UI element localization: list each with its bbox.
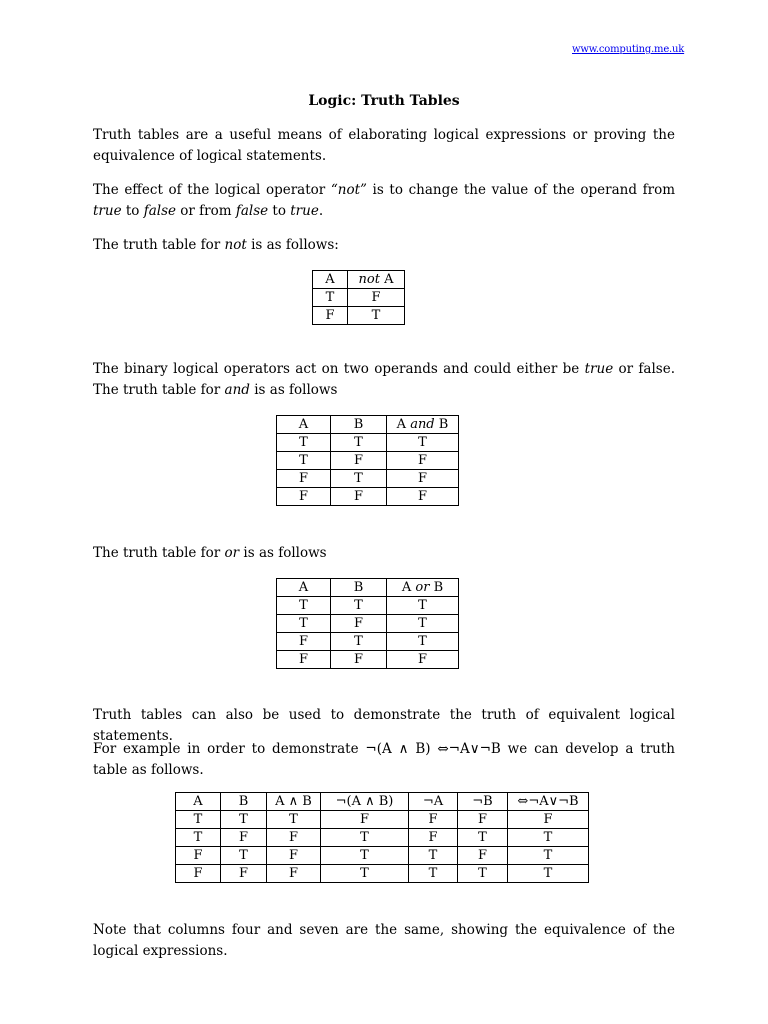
equivalence-truth-table bbox=[175, 792, 589, 883]
table-cell: F bbox=[387, 470, 459, 488]
table-cell: T bbox=[321, 829, 409, 847]
table-cell: F bbox=[277, 488, 331, 506]
and-truth-table bbox=[276, 415, 459, 506]
table-cell: F bbox=[267, 847, 321, 865]
table-row bbox=[313, 307, 405, 325]
text-span: For example in order to demonstrate bbox=[93, 741, 366, 757]
not-operator-paragraph bbox=[93, 180, 675, 222]
text-span: not bbox=[224, 237, 247, 253]
text-span: or bbox=[224, 545, 240, 561]
table-cell: T bbox=[387, 615, 459, 633]
table-row bbox=[277, 651, 459, 669]
table-cell: T bbox=[176, 811, 221, 829]
table-cell: T bbox=[331, 470, 387, 488]
table-header-row bbox=[277, 416, 459, 434]
table-cell: T bbox=[221, 811, 267, 829]
text-span: is to change the value of the operand from bbox=[366, 182, 676, 198]
table-header-row bbox=[313, 271, 405, 289]
table-cell: F bbox=[508, 811, 589, 829]
table-row bbox=[313, 289, 405, 307]
table-cell: F bbox=[331, 651, 387, 669]
header-cell: A bbox=[313, 271, 348, 289]
and-keyword: and bbox=[410, 417, 435, 432]
table-cell: F bbox=[176, 865, 221, 883]
table-cell: F bbox=[331, 452, 387, 470]
header-cell: B bbox=[331, 579, 387, 597]
text-span: true bbox=[584, 361, 614, 377]
table-cell: F bbox=[321, 811, 409, 829]
header-cell: not A bbox=[348, 271, 405, 289]
table-cell: F bbox=[221, 829, 267, 847]
header-cell: ¬(A ∧ B) bbox=[321, 793, 409, 811]
header-cell: A and B bbox=[387, 416, 459, 434]
table-cell: F bbox=[221, 865, 267, 883]
text-span: we can develop a truth table as follows. bbox=[93, 741, 675, 778]
or-truth-table bbox=[276, 578, 459, 669]
text-span: false bbox=[235, 203, 269, 219]
table-cell: F bbox=[387, 452, 459, 470]
table-cell: F bbox=[331, 488, 387, 506]
table-cell: F bbox=[409, 811, 458, 829]
page-title: Logic: Truth Tables bbox=[308, 93, 460, 109]
text-span: “not” bbox=[330, 182, 367, 198]
equivalence-intro-paragraph: Truth tables can also be used to demonstrate the truth of equivalent logical statements. bbox=[93, 707, 675, 744]
table-cell: F bbox=[277, 651, 331, 669]
table-cell: T bbox=[321, 847, 409, 865]
table-cell: T bbox=[331, 597, 387, 615]
not-truth-table bbox=[312, 270, 405, 325]
table-cell: T bbox=[387, 597, 459, 615]
text-span: is as follows: bbox=[246, 237, 339, 253]
table-cell: T bbox=[331, 434, 387, 452]
table-cell: T bbox=[277, 597, 331, 615]
table-cell: F bbox=[409, 829, 458, 847]
text-span: is as follows bbox=[239, 545, 327, 561]
text-span: The effect of the logical operator bbox=[93, 182, 331, 198]
table-cell: T bbox=[387, 633, 459, 651]
table-cell: T bbox=[321, 865, 409, 883]
text-span: The truth table for bbox=[93, 237, 225, 253]
header-cell: A bbox=[277, 579, 331, 597]
table-row bbox=[277, 597, 459, 615]
table-row bbox=[176, 829, 589, 847]
table-cell: T bbox=[348, 307, 405, 325]
table-row bbox=[277, 488, 459, 506]
conclusion-paragraph: Note that columns four and seven are the same, showing the equivalence of the logical expressions. bbox=[93, 922, 675, 959]
table-cell: F bbox=[267, 829, 321, 847]
text-span: to bbox=[268, 203, 291, 219]
table-cell: T bbox=[458, 829, 508, 847]
table-cell: T bbox=[221, 847, 267, 865]
example-paragraph bbox=[93, 739, 675, 781]
text-span: The truth table for bbox=[93, 545, 225, 561]
header-cell: A bbox=[176, 793, 221, 811]
table-cell: F bbox=[458, 811, 508, 829]
table-cell: F bbox=[277, 470, 331, 488]
table-cell: F bbox=[267, 865, 321, 883]
header-cell: B bbox=[221, 793, 267, 811]
table-cell: F bbox=[331, 615, 387, 633]
table-cell: T bbox=[176, 829, 221, 847]
table-row bbox=[176, 811, 589, 829]
text-span: true bbox=[290, 203, 319, 219]
table-cell: F bbox=[277, 633, 331, 651]
website-link[interactable]: www.computing.me.uk bbox=[572, 44, 685, 55]
table-cell: T bbox=[277, 615, 331, 633]
text-span: and bbox=[224, 382, 250, 398]
text-span: The binary logical operators act on two operands and could either be bbox=[93, 361, 585, 377]
table-cell: T bbox=[409, 865, 458, 883]
header-cell: A or B bbox=[387, 579, 459, 597]
table-cell: T bbox=[331, 633, 387, 651]
table-header-row bbox=[277, 579, 459, 597]
table-cell: F bbox=[458, 847, 508, 865]
not-keyword: not bbox=[358, 272, 380, 287]
table-cell: T bbox=[508, 829, 589, 847]
intro-paragraph: Truth tables are a useful means of elaborating logical expressions or proving the equivalence of logical statements. bbox=[93, 127, 675, 164]
table-cell: F bbox=[387, 488, 459, 506]
table-row bbox=[176, 865, 589, 883]
text-span: ¬(A ∧ B) ⇔¬A∨¬B bbox=[365, 741, 501, 757]
table-cell: T bbox=[409, 847, 458, 865]
table-cell: T bbox=[508, 847, 589, 865]
text-span: to bbox=[121, 203, 144, 219]
text-span: false bbox=[143, 203, 176, 219]
not-table-intro bbox=[93, 235, 675, 256]
table-cell: T bbox=[387, 434, 459, 452]
or-table-intro bbox=[93, 543, 675, 564]
table-header-row bbox=[176, 793, 589, 811]
header-cell: A ∧ B bbox=[267, 793, 321, 811]
text-span: is as follows bbox=[249, 382, 338, 398]
table-cell: T bbox=[313, 289, 348, 307]
table-row bbox=[277, 633, 459, 651]
table-cell: F bbox=[176, 847, 221, 865]
table-cell: F bbox=[387, 651, 459, 669]
table-cell: T bbox=[277, 434, 331, 452]
table-cell: F bbox=[348, 289, 405, 307]
text-span: true bbox=[93, 203, 122, 219]
table-cell: T bbox=[277, 452, 331, 470]
header-cell: B bbox=[331, 416, 387, 434]
table-cell: T bbox=[508, 865, 589, 883]
table-row bbox=[277, 615, 459, 633]
header-cell: ¬B bbox=[458, 793, 508, 811]
text-span: or from bbox=[175, 203, 236, 219]
or-keyword: or bbox=[415, 580, 430, 595]
header-cell: A bbox=[277, 416, 331, 434]
header-cell: ⇔¬A∨¬B bbox=[508, 793, 589, 811]
text-span: or false. The truth table for bbox=[93, 361, 675, 398]
binary-operators-paragraph bbox=[93, 359, 675, 401]
table-row bbox=[277, 434, 459, 452]
table-cell: T bbox=[458, 865, 508, 883]
table-row bbox=[277, 452, 459, 470]
table-row bbox=[277, 470, 459, 488]
table-cell: F bbox=[313, 307, 348, 325]
header-cell: ¬A bbox=[409, 793, 458, 811]
table-cell: T bbox=[267, 811, 321, 829]
table-row bbox=[176, 847, 589, 865]
text-span: . bbox=[318, 203, 324, 219]
